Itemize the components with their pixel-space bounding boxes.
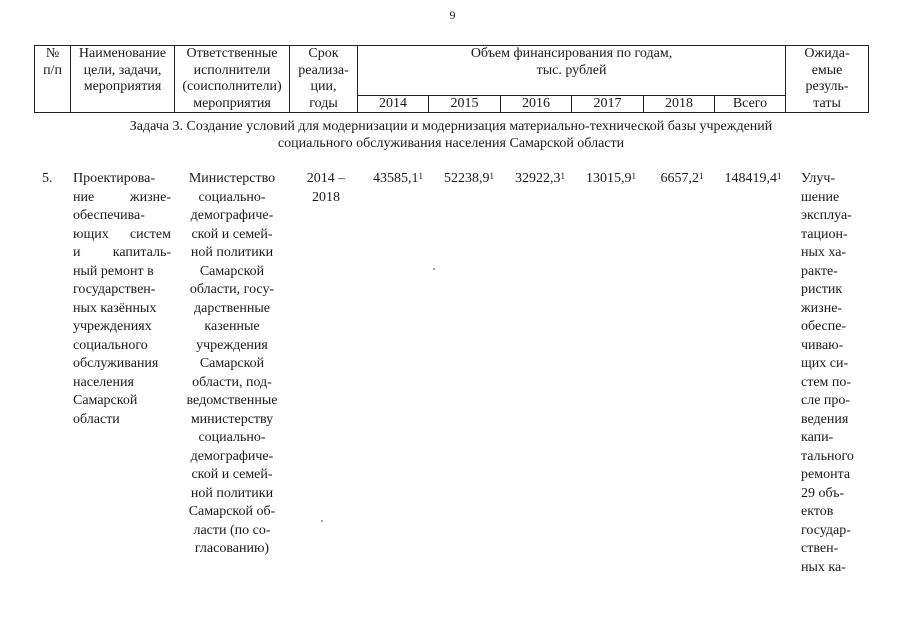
expCell-line: эксплуа- xyxy=(801,208,852,223)
header-year-2016: 2016 xyxy=(501,95,572,113)
execCell-line: Министерство xyxy=(188,171,276,186)
execCell-line: области, госу- xyxy=(189,282,275,297)
expCell-line: ствен- xyxy=(801,541,839,556)
nameCell-line: социального xyxy=(73,337,148,353)
execCell-line: гласованию) xyxy=(194,541,270,556)
execCell-line: казенные xyxy=(204,319,260,334)
expCell-line: ремонта xyxy=(801,467,851,482)
execCell-line: ласти (по со- xyxy=(193,522,271,538)
termCell-line: 2018 xyxy=(312,189,340,205)
nameCell-line: и капиталь- xyxy=(73,245,171,260)
header-year-2018: 2018 xyxy=(644,95,715,113)
execCell-line: социально- xyxy=(198,189,266,205)
execCell-line: дарственные xyxy=(193,300,270,316)
expCell-line: ектов xyxy=(801,504,834,519)
nameCell-line: ный ремонт в xyxy=(73,263,154,279)
row-number: 5. xyxy=(42,171,53,186)
execCell-line: Самарской xyxy=(199,263,265,279)
execCell-line: ской и семей- xyxy=(191,467,273,482)
execCell-line: ной политики xyxy=(190,485,274,501)
expCell-line: чиваю- xyxy=(801,337,844,353)
header-term: Срок реализа- ции, годы xyxy=(290,46,358,113)
nameCell-line: учреждениях xyxy=(73,319,152,334)
responsible-executors xyxy=(176,170,288,559)
value-2018: 6657,2$^1$ xyxy=(660,171,704,186)
value-2016: 32922,3$^1$ xyxy=(515,171,565,186)
expCell-line: ристик xyxy=(801,282,843,297)
nameCell-line: Проектирова- xyxy=(73,171,156,186)
expCell-line: стем по- xyxy=(801,374,852,390)
value-total: 148419,4$^1$ xyxy=(724,171,782,186)
expCell-line: жизне- xyxy=(801,300,843,316)
header-expected: Ожида- емые резуль- таты xyxy=(786,46,869,113)
header-name: Наименование цели, задачи, мероприятия xyxy=(71,46,175,113)
header-table xyxy=(34,45,869,113)
header-year-2017: 2017 xyxy=(572,95,644,113)
expCell-line: ракте- xyxy=(801,263,838,279)
nameCell-line: Самарской xyxy=(73,393,138,408)
nameCell-line: обеспечива- xyxy=(73,208,145,223)
value-2015: 52238,9$^1$ xyxy=(444,171,494,186)
expCell-line: сле про- xyxy=(801,393,851,408)
value-2017: 13015,9$^1$ xyxy=(586,171,636,186)
expCell-line: тального xyxy=(801,448,854,464)
nameCell-line: обслуживания xyxy=(73,356,159,371)
header-year-2015: 2015 xyxy=(429,95,501,113)
header-executors: Ответственные исполнители (соисполнители) мероприятия xyxy=(175,46,290,113)
expCell-line: шение xyxy=(801,189,840,205)
execCell-line: Самарской xyxy=(199,356,265,371)
termCell-line: 2014 – xyxy=(306,171,346,186)
expCell-line: капи- xyxy=(801,430,834,445)
nameCell-line: государствен- xyxy=(73,282,156,297)
implementation-term xyxy=(293,170,359,207)
expected-results xyxy=(801,170,867,577)
expCell-line: ных ха- xyxy=(801,245,847,260)
expCell-line: ных ка- xyxy=(801,559,846,575)
header-no: № п/п xyxy=(35,46,71,113)
expCell-line: обеспе- xyxy=(801,319,847,334)
page-number: 9 xyxy=(449,8,456,22)
expCell-line: государ- xyxy=(801,522,851,538)
nameCell-line: ных казённых xyxy=(73,300,157,316)
expCell-line: Улуч- xyxy=(801,171,836,186)
execCell-line: ной политики xyxy=(190,245,274,260)
header-funding: Объем финансирования по годам, тыс. рублей xyxy=(358,46,786,96)
execCell-line: учреждения xyxy=(196,337,268,353)
scan-speck xyxy=(433,268,435,270)
execCell-line: ской и семей- xyxy=(191,226,273,242)
execCell-line: социально- xyxy=(198,430,266,445)
scan-speck xyxy=(321,520,323,522)
header-year-2014: 2014 xyxy=(358,95,429,113)
measure-name xyxy=(73,170,171,429)
nameCell-line: ние жизне- xyxy=(73,189,171,205)
execCell-line: демографиче- xyxy=(190,448,274,464)
nameCell-line: населения xyxy=(73,374,134,390)
execCell-line: демографиче- xyxy=(190,208,274,223)
header-total: Всего xyxy=(715,95,786,113)
execCell-line: ведомственные xyxy=(186,393,278,408)
expCell-line: 29 объ- xyxy=(801,485,845,501)
task-title: Задача 3. Создание условий для модернизации и модернизация материально-технической базы учреждений социального обслуживания населения Самарской области xyxy=(129,119,773,151)
value-2014: 43585,1$^1$ xyxy=(373,171,423,186)
expCell-line: тацион- xyxy=(801,226,848,242)
nameCell-line: ющих систем xyxy=(73,226,171,242)
nameCell-line: области xyxy=(73,411,120,427)
expCell-line: щих си- xyxy=(801,356,849,371)
expCell-line: ведения xyxy=(801,411,849,427)
execCell-line: министерству xyxy=(190,411,274,427)
execCell-line: области, под- xyxy=(192,374,272,390)
execCell-line: Самарской об- xyxy=(188,504,276,519)
